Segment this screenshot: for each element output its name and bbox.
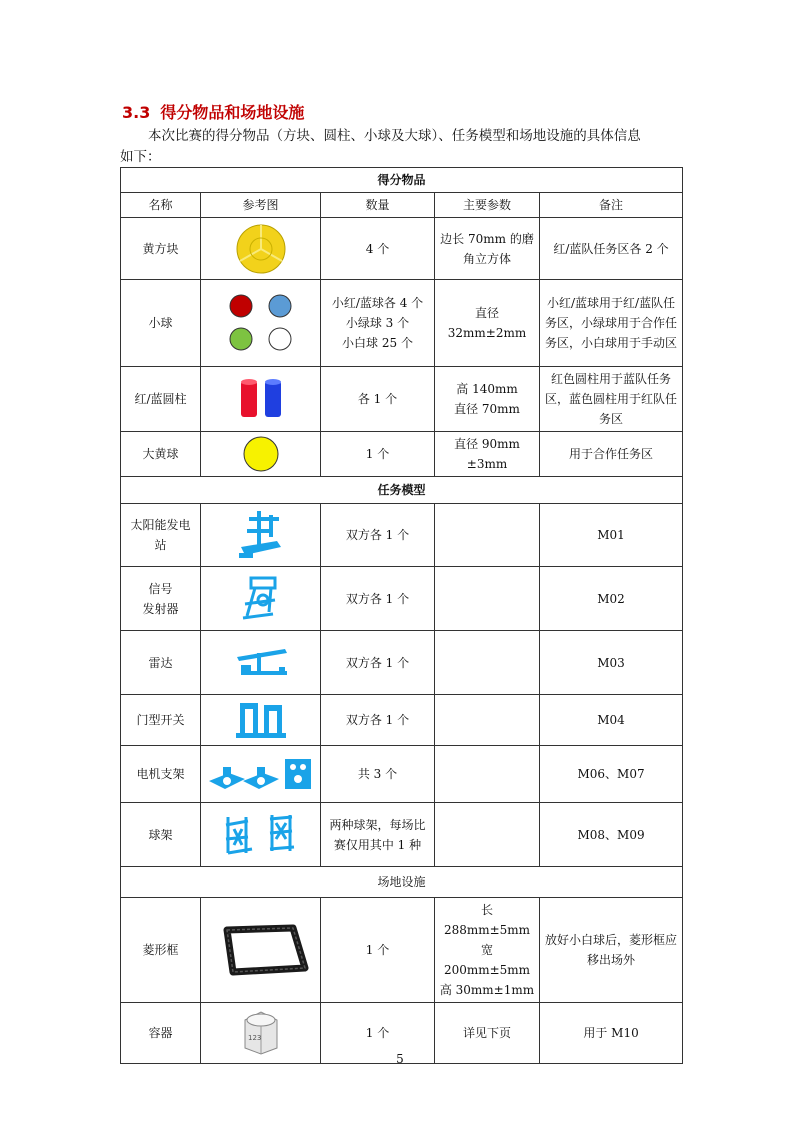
radar-image	[201, 631, 321, 695]
items-table	[120, 167, 683, 1064]
row-params: 详见下页	[435, 1003, 540, 1064]
section-heading	[122, 100, 304, 123]
yellow-block-image	[201, 218, 321, 280]
scoring-section-row	[121, 168, 683, 193]
row-note: M08、M09	[540, 803, 683, 867]
row-name: 雷达	[121, 631, 201, 695]
params-line: 高 30mm±1mm	[439, 983, 535, 997]
row-note: 小红/蓝球用于红/蓝队任务区，小绿球用于合作任务区，小白球用于手动区	[540, 280, 683, 367]
row-quantity: 共 3 个	[321, 746, 435, 803]
signal-transmitter-image	[201, 567, 321, 631]
row-quantity: 1 个	[321, 432, 435, 477]
row-quantity: 双方各 1 个	[321, 567, 435, 631]
row-quantity: 两种球架，每场比赛仅用其中 1 种	[321, 803, 435, 867]
row-name: 黄方块	[121, 218, 201, 280]
row-params	[435, 803, 540, 867]
header-note: 备注	[540, 193, 683, 218]
facility-title: 场地设施	[121, 867, 683, 898]
big-ball-image	[201, 432, 321, 477]
row-name: 菱形框	[121, 898, 201, 1003]
solar-station-image	[201, 504, 321, 567]
row-params	[435, 567, 540, 631]
row-note: 用于合作任务区	[540, 432, 683, 477]
intro-paragraph	[120, 126, 682, 168]
gate-switch-image	[201, 695, 321, 746]
row-name: 球架	[121, 803, 201, 867]
cylinders-image	[201, 367, 321, 432]
row-note: M04	[540, 695, 683, 746]
table-row	[121, 367, 683, 432]
scoring-title: 得分物品	[121, 168, 683, 193]
params-line: 长 288mm±5mm	[443, 903, 531, 937]
qty-line: 小红/蓝球各 4 个	[331, 296, 424, 310]
row-params	[435, 746, 540, 803]
row-name: 小球	[121, 280, 201, 367]
row-note: M02	[540, 567, 683, 631]
header-name: 名称	[121, 193, 201, 218]
row-quantity: 1 个	[321, 898, 435, 1003]
section-title: 得分物品和场地设施	[160, 103, 305, 122]
table-row	[121, 504, 683, 567]
row-params	[435, 367, 540, 432]
table-row	[121, 280, 683, 367]
row-quantity: 双方各 1 个	[321, 695, 435, 746]
table-row	[121, 631, 683, 695]
table-row	[121, 567, 683, 631]
diamond-frame-image	[201, 898, 321, 1003]
row-note: M06、M07	[540, 746, 683, 803]
row-name: 太阳能发电站	[121, 504, 201, 567]
row-quantity	[321, 280, 435, 367]
motor-bracket-image	[201, 746, 321, 803]
header-params: 主要参数	[435, 193, 540, 218]
row-quantity: 1 个	[321, 1003, 435, 1064]
params-line: 直径 70mm	[454, 402, 520, 416]
row-params	[435, 504, 540, 567]
row-params	[435, 631, 540, 695]
qty-line: 小绿球 3 个	[345, 316, 410, 330]
table-row	[121, 432, 683, 477]
row-note: M01	[540, 504, 683, 567]
table-row	[121, 898, 683, 1003]
header-row	[121, 193, 683, 218]
intro-line-1: 本次比赛的得分物品（方块、圆柱、小球及大球）、任务模型和场地设施的具体信息	[148, 128, 641, 144]
params-line: 宽 200mm±5mm	[443, 943, 531, 977]
row-quantity: 双方各 1 个	[321, 631, 435, 695]
small-balls-image	[201, 280, 321, 367]
row-note: 红色圆柱用于蓝队任务区，蓝色圆柱用于红队任务区	[540, 367, 683, 432]
header-quantity: 数量	[321, 193, 435, 218]
row-name: 电机支架	[121, 746, 201, 803]
name-line: 发射器	[142, 601, 179, 616]
qty-line: 小白球 25 个	[342, 336, 413, 350]
row-name: 大黄球	[121, 432, 201, 477]
table-row	[121, 803, 683, 867]
mission-title: 任务模型	[121, 477, 683, 504]
page-number: 5	[396, 1052, 404, 1066]
table-row	[121, 695, 683, 746]
row-params: 直径 32mm±2mm	[435, 280, 540, 367]
container-label: 123	[247, 1034, 261, 1042]
row-name: 红/蓝圆柱	[121, 367, 201, 432]
row-note: M03	[540, 631, 683, 695]
section-number: 3.3	[122, 103, 151, 122]
header-image: 参考图	[201, 193, 321, 218]
row-params	[435, 695, 540, 746]
row-params	[435, 898, 540, 1003]
params-line: 高 140mm	[456, 382, 518, 396]
row-name	[121, 567, 201, 631]
row-note: 红/蓝队任务区各 2 个	[540, 218, 683, 280]
row-note: 放好小白球后，菱形框应移出场外	[540, 898, 683, 1003]
table-row	[121, 218, 683, 280]
row-quantity: 双方各 1 个	[321, 504, 435, 567]
intro-line-2: 如下：	[120, 149, 161, 165]
table-row	[121, 746, 683, 803]
mission-section-row	[121, 477, 683, 504]
facility-section-row	[121, 867, 683, 898]
row-params: 边长 70mm 的磨角立方体	[435, 218, 540, 280]
row-quantity: 4 个	[321, 218, 435, 280]
row-quantity: 各 1 个	[321, 367, 435, 432]
row-name: 门型开关	[121, 695, 201, 746]
row-params: 直径 90mm ±3mm	[435, 432, 540, 477]
name-line: 信号	[148, 581, 173, 596]
ball-rack-image	[201, 803, 321, 867]
row-note: 用于 M10	[540, 1003, 683, 1064]
row-name: 容器	[121, 1003, 201, 1064]
